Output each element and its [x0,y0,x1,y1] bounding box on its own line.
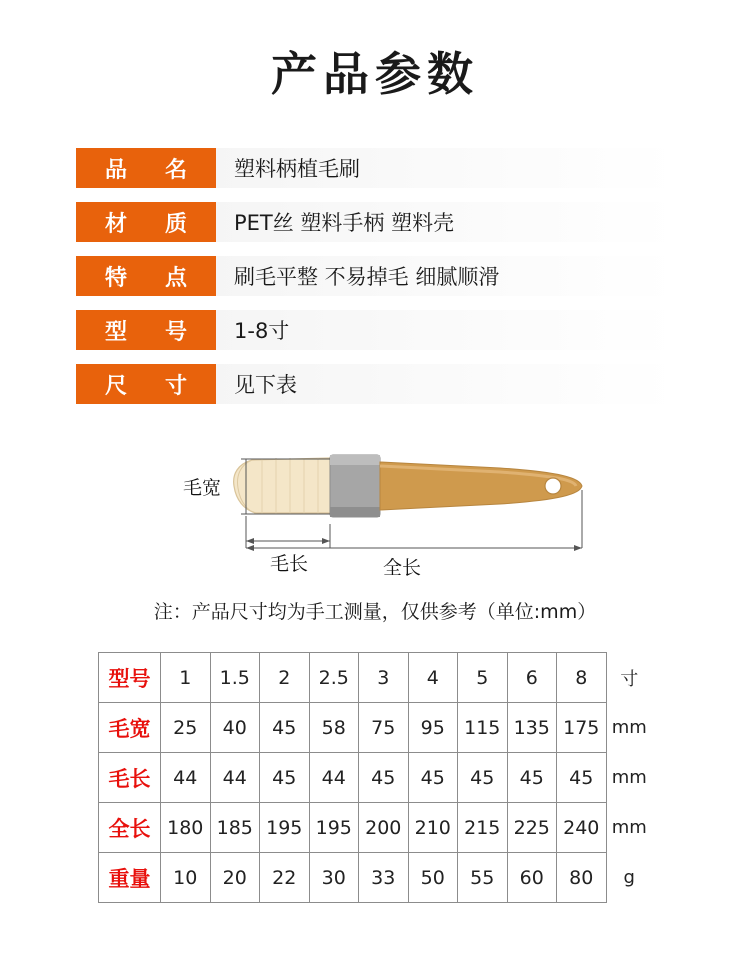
cell: 225 [507,803,557,853]
cell: 115 [458,703,508,753]
cell: 4 [408,653,458,703]
spec-row [76,364,678,404]
spec-value-features: 刷毛平整 不易掉毛 细腻顺滑 [234,265,500,289]
unit-weight: g [606,853,652,903]
cell: 185 [210,803,260,853]
cell: 8 [557,653,607,703]
cell: 1 [161,653,211,703]
spec-row [76,148,678,188]
cell: 25 [161,703,211,753]
spec-label-name: 品 名 [76,148,216,188]
cell: 45 [260,753,310,803]
row-header-bristle-width: 毛宽 [99,703,161,753]
cell: 45 [507,753,557,803]
cell: 60 [507,853,557,903]
unit-total-length: mm [606,803,652,853]
dimension-arrowheads [246,538,582,551]
cell: 135 [507,703,557,753]
row-header-bristle-length: 毛长 [99,753,161,803]
spec-list [0,148,750,404]
spec-value-model: 1-8寸 [234,319,290,343]
spec-label-features: 特 点 [76,256,216,296]
cell: 30 [309,853,359,903]
cell: 180 [161,803,211,853]
spec-label-size: 尺 寸 [76,364,216,404]
spec-value-size: 见下表 [234,373,297,397]
cell: 210 [408,803,458,853]
page-title: 产品参数 [271,47,479,101]
cell: 44 [161,753,211,803]
cell: 45 [557,753,607,803]
unit-model: 寸 [606,653,652,703]
spec-value-name: 塑料柄植毛刷 [234,157,360,181]
cell: 44 [309,753,359,803]
cell: 45 [359,753,409,803]
spec-label-material: 材 质 [76,202,216,242]
label-bristle-length: 毛长 [270,553,309,575]
spec-row [76,256,678,296]
cell: 200 [359,803,409,853]
label-total-length: 全长 [383,557,422,579]
unit-bristle-width: mm [606,703,652,753]
cell: 3 [359,653,409,703]
cell: 50 [408,853,458,903]
cell: 80 [557,853,607,903]
table-row [99,803,653,853]
cell: 22 [260,853,310,903]
brush-diagram [0,428,750,593]
cell: 1.5 [210,653,260,703]
cell: 95 [408,703,458,753]
cell: 33 [359,853,409,903]
cell: 55 [458,853,508,903]
table-row [99,703,653,753]
cell: 195 [260,803,310,853]
size-table-wrap [0,652,750,903]
cell: 5 [458,653,508,703]
cell: 195 [309,803,359,853]
cell: 44 [210,753,260,803]
cell: 6 [507,653,557,703]
row-header-model: 型号 [99,653,161,703]
table-row [99,753,653,803]
cell: 240 [557,803,607,853]
size-table [98,652,652,903]
cell: 175 [557,703,607,753]
cell: 215 [458,803,508,853]
cell: 20 [210,853,260,903]
brush-handle-shape [380,462,582,510]
spec-row [76,310,678,350]
table-row [99,853,653,903]
cell: 58 [309,703,359,753]
label-bristle-width: 毛宽 [183,477,222,499]
cell: 45 [260,703,310,753]
measurement-note: 注：产品尺寸均为手工测量，仅供参考（单位:mm） [153,601,597,623]
cell: 10 [161,853,211,903]
cell: 45 [408,753,458,803]
cell: 40 [210,703,260,753]
table-row [99,653,653,703]
cell: 75 [359,703,409,753]
cell: 2 [260,653,310,703]
unit-bristle-length: mm [606,753,652,803]
spec-value-material: PET丝 塑料手柄 塑料壳 [234,211,455,235]
row-header-weight: 重量 [99,853,161,903]
brush-ferrule-shape [330,455,380,517]
spec-label-model: 型 号 [76,310,216,350]
row-header-total-length: 全长 [99,803,161,853]
spec-row [76,202,678,242]
cell: 2.5 [309,653,359,703]
cell: 45 [458,753,508,803]
